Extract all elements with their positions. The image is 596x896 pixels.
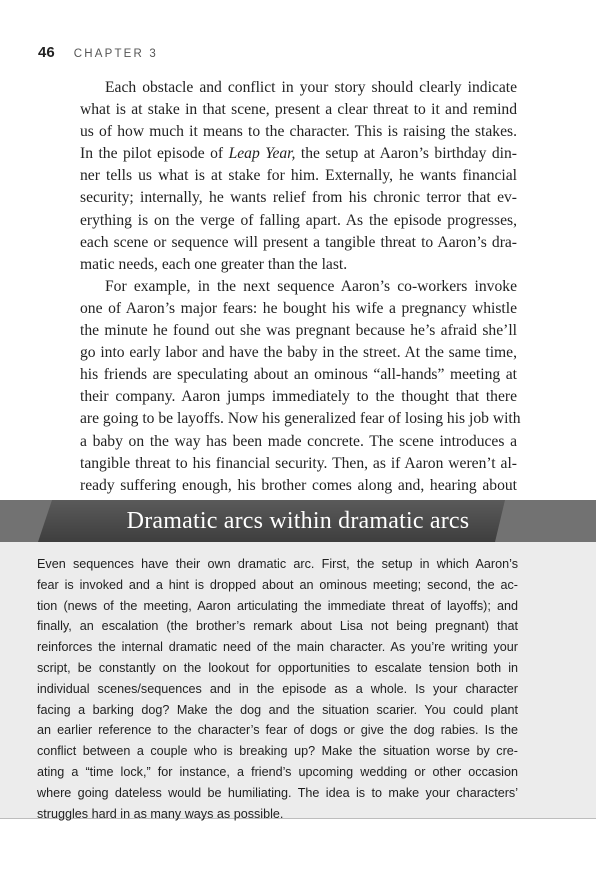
body-line: For example, in the next sequence Aaron’s co-workers invoke [105, 277, 517, 295]
sidebar-line: struggles hard in as many ways as possible. [37, 806, 284, 821]
body-line: the minute he found out she was pregnant because he’s afraid she’ll [80, 322, 517, 340]
body-line: his friends are speculating about an ominous “all-hands” meeting at [80, 366, 517, 384]
body-line: Each obstacle and conflict in your story should clearly indicate [105, 79, 517, 96]
chapter-label: CHAPTER 3 [73, 48, 159, 60]
body-line: In the pilot episode of Leap Year, the setup at Aaron’s birthday din- [80, 145, 517, 163]
body-line: a baby on the way has been made concrete. The scene introduces a [80, 432, 517, 450]
sidebar-line: finally, an escalation (the brother’s remark about Lisa not being pregnant) that [37, 619, 518, 634]
sidebar-line: Even sequences have their own dramatic arc. First, the setup in which Aaron’s [37, 557, 518, 571]
sidebar-title: Dramatic arcs within dramatic arcs [126, 507, 470, 534]
sidebar-line: tion (news of the meeting, Aaron articulating the immediate threat of layoffs); and [37, 598, 518, 613]
body-text [80, 77, 521, 497]
body-line: what is at stake in that scene, present a clear threat to it and remind [80, 101, 517, 119]
body-line: ner tells us what is at stake for him. Externally, he wants financial [80, 167, 517, 185]
body-line: each scene or sequence will present a tangible threat to Aaron’s dra- [80, 233, 517, 251]
running-header [38, 44, 158, 64]
sidebar-line: script, be constantly on the lookout for opportunities to escalate tension both in [37, 660, 518, 675]
sidebar-line: where going dateless would be humiliating. The idea is to make your characters’ [37, 785, 518, 800]
sidebar-box [0, 542, 596, 819]
body-line: are going to be layoffs. Now his generalized fear of losing his job with [80, 410, 521, 428]
sidebar-banner [0, 500, 596, 542]
sidebar-line: ating a “time lock,” for instance, a friend’s upcoming wedding or other occasion [37, 764, 518, 779]
body-line: their company. Aaron jumps immediately to the thought that there [80, 388, 517, 406]
sidebar-line: reinforces the internal dramatic need of the main character. As you’re writing your [37, 640, 518, 655]
body-line: erything is on the verge of falling apart. As the episode progresses, [80, 211, 517, 229]
body-line: matic needs, each one greater than the last. [80, 255, 348, 273]
body-line: one of Aaron’s major fears: he bought his wife a pregnancy whistle [80, 299, 517, 317]
sidebar-text [37, 554, 518, 824]
show-title: Leap Year, [228, 145, 296, 163]
body-line: go into early labor and have the baby in the street. At the same time, [80, 344, 517, 362]
sidebar-line: individual scenes/sequences and in the episode as a whole. Is your character [37, 681, 518, 696]
sidebar-line: fear is invoked and a hint is dropped about an ominous meeting; second, the ac- [37, 577, 518, 592]
sidebar-line: an earlier reference to the character’s fear of dogs or give the dog rabies. Is the [37, 723, 518, 738]
body-line: us of how much it means to the character. This is raising the stakes. [80, 123, 517, 141]
sidebar-line: facing a barking dog? Make the dog and the situation scarier. You could plant [37, 702, 518, 717]
body-line: ready suffering enough, his brother comes along and, hearing about [80, 476, 517, 494]
body-line: security; internally, he wants relief from his chronic terror that ev- [80, 189, 517, 207]
page-number: 46 [38, 44, 55, 61]
body-line: tangible threat to his financial security. Then, as if Aaron weren’t al- [80, 454, 517, 472]
sidebar-line: conflict between a couple who is breaking up? Make the situation worse by cre- [37, 744, 518, 759]
